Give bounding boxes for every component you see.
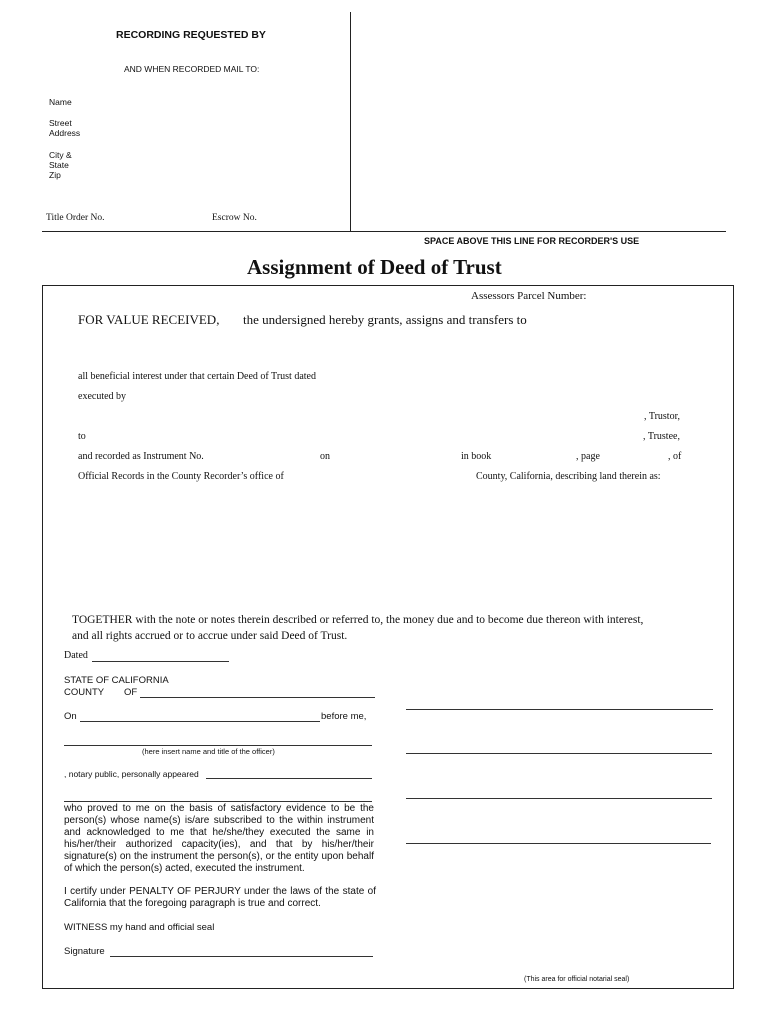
beneficial-interest-text: all beneficial interest under that certain Deed of Trust dated bbox=[78, 371, 316, 382]
zip-label: Zip bbox=[49, 170, 61, 180]
witness-label: WITNESS my hand and official seal bbox=[64, 922, 215, 933]
in-book-text: in book bbox=[461, 451, 492, 462]
insert-name-hint: (here insert name and title of the officer) bbox=[142, 747, 275, 756]
signer-name-field[interactable] bbox=[64, 801, 372, 802]
recorded-as-text: and recorded as Instrument No. bbox=[78, 451, 204, 462]
address-label: Address bbox=[49, 128, 81, 138]
title-order-label: Title Order No. bbox=[46, 213, 105, 223]
personally-appeared-field[interactable] bbox=[206, 778, 372, 779]
executed-by-text: executed by bbox=[78, 391, 127, 402]
to-text: to bbox=[78, 431, 86, 442]
recorder-divider-vertical bbox=[350, 12, 351, 231]
county-describing-text: County, California, describing land therein as: bbox=[476, 471, 661, 482]
space-above-label: SPACE ABOVE THIS LINE FOR RECORDER'S USE bbox=[424, 236, 640, 246]
street-label: Street bbox=[49, 118, 72, 128]
dated-field[interactable] bbox=[92, 661, 229, 662]
signature-field[interactable] bbox=[110, 956, 373, 957]
county-field[interactable] bbox=[140, 697, 375, 698]
county-label: COUNTY bbox=[64, 687, 105, 698]
right-signature-line-1[interactable] bbox=[406, 709, 713, 710]
recording-requested-by: RECORDING REQUESTED BY bbox=[116, 29, 266, 41]
page-text: , page bbox=[576, 451, 600, 462]
notary-public-label: , notary public, personally appeared bbox=[64, 769, 199, 779]
right-signature-line-3[interactable] bbox=[406, 798, 712, 799]
recorder-divider-horizontal bbox=[42, 231, 726, 232]
grants-text: the undersigned hereby grants, assigns and transfers to bbox=[243, 312, 527, 327]
right-signature-line-4[interactable] bbox=[406, 843, 711, 844]
together-line-1: TOGETHER with the note or notes therein described or referred to, the money due and to become due thereon with interest, bbox=[72, 614, 644, 626]
together-line-2: and all rights accrued or to accrue under said Deed of Trust. bbox=[72, 630, 348, 642]
document-title: Assignment of Deed of Trust bbox=[247, 255, 502, 279]
county-of-label: OF bbox=[124, 687, 138, 698]
state-of-california: STATE OF CALIFORNIA bbox=[64, 675, 169, 686]
before-me-label: before me, bbox=[321, 711, 367, 722]
for-value-received: FOR VALUE RECEIVED, bbox=[78, 312, 220, 327]
escrow-label: Escrow No. bbox=[212, 213, 257, 223]
city-label: City & bbox=[49, 150, 72, 160]
perjury-paragraph: I certify under PENALTY OF PERJURY under the laws of the state of California that the foregoing paragraph is true and correct. bbox=[64, 886, 376, 909]
officer-name-field[interactable] bbox=[64, 745, 372, 746]
state-label: State bbox=[49, 160, 69, 170]
official-records-text: Official Records in the County Recorder’s office of bbox=[78, 471, 284, 482]
signature-label: Signature bbox=[64, 946, 105, 957]
proved-paragraph: who proved to me on the basis of satisfactory evidence to be the person(s) whose name(s) is/are subscribed to the within instrument and acknowledged to me that he/she/they executed the same in his/her/their authorized capacity(ies), and that by his/her/their signature(s) on the instrument the person(s), or the entity upon behalf of which the person(s) acted, executed the instrument. bbox=[64, 803, 374, 874]
on-label: On bbox=[64, 711, 77, 722]
name-label: Name bbox=[49, 97, 72, 107]
right-signature-line-2[interactable] bbox=[406, 753, 712, 754]
dated-label: Dated bbox=[64, 650, 88, 661]
mail-to-label: AND WHEN RECORDED MAIL TO: bbox=[124, 64, 260, 74]
parcel-number-label[interactable]: Assessors Parcel Number: bbox=[471, 290, 587, 302]
trustee-label: , Trustee, bbox=[643, 431, 680, 442]
trustor-label: , Trustor, bbox=[644, 411, 681, 422]
on-date-field[interactable] bbox=[80, 721, 320, 722]
of-text: , of bbox=[668, 451, 682, 462]
on-text: on bbox=[320, 451, 330, 462]
seal-area-label: (This area for official notarial seal) bbox=[524, 976, 630, 983]
